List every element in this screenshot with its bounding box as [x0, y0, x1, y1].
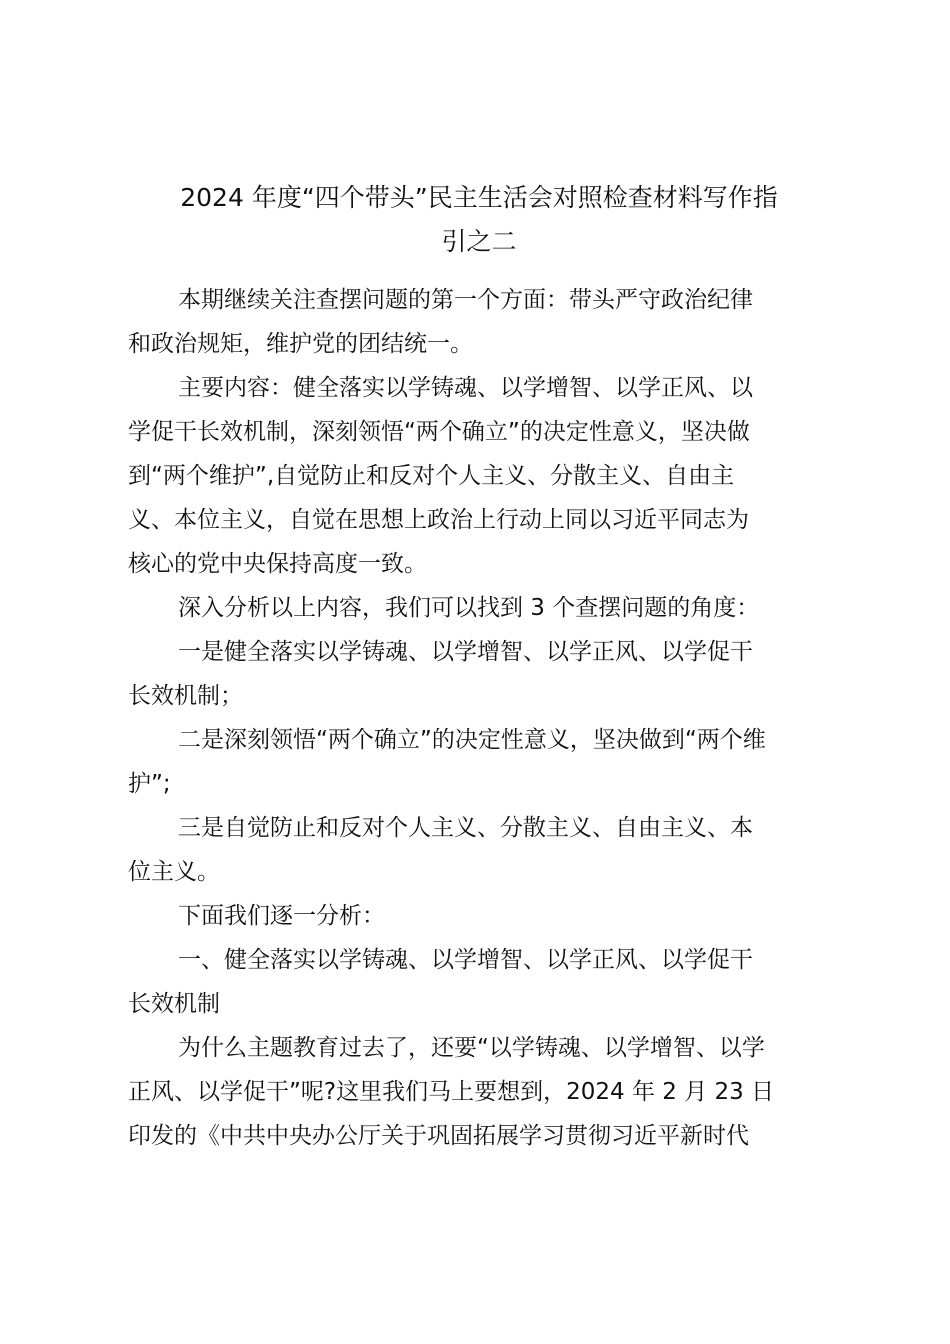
paragraph-line: 正风、以学促干”呢?这里我们马上要想到，2024 年 2 月 23 日 [128, 1079, 775, 1105]
paragraph-line: 下面我们逐一分析： [178, 903, 385, 929]
paragraph-line: 为什么主题教育过去了，还要“以学铸魂、以学增智、以学 [178, 1035, 765, 1061]
paragraph-line: 主要内容：健全落实以学铸魂、以学增智、以学正风、以 [178, 375, 753, 401]
paragraph-line: 印发的《中共中央办公厅关于巩固拓展学习贯彻习近平新时代 [128, 1123, 749, 1149]
paragraph-line: 长效机制 [128, 991, 220, 1017]
paragraph-line: 和政治规矩，维护党的团结统一。 [128, 331, 473, 357]
paragraph-line: 到“两个维护”,自觉防止和反对个人主义、分散主义、自由主 [128, 463, 735, 489]
paragraph-line: 三是自觉防止和反对个人主义、分散主义、自由主义、本 [178, 815, 753, 841]
title-line: 引之二 [441, 227, 517, 256]
paragraph-line: 本期继续关注查摆问题的第一个方面：带头严守政治纪律 [178, 287, 753, 313]
paragraph-line: 一、健全落实以学铸魂、以学增智、以学正风、以学促干 [178, 947, 753, 973]
paragraph-line: 二是深刻领悟“两个确立”的决定性意义，坚决做到“两个维 [178, 727, 766, 753]
paragraph-line: 一是健全落实以学铸魂、以学增智、以学正风、以学促干 [178, 639, 753, 665]
paragraph-line: 学促干长效机制，深刻领悟“两个确立”的决定性意义，坚决做 [128, 419, 750, 445]
paragraph-line: 护”; [128, 771, 171, 797]
document-body [128, 278, 830, 1158]
paragraph-line: 长效机制； [128, 683, 243, 709]
paragraph-line: 位主义。 [128, 859, 220, 885]
paragraph-line: 深入分析以上内容，我们可以找到 3 个查摆问题的角度： [178, 595, 760, 621]
document-title [128, 176, 830, 264]
paragraph-line: 核心的党中央保持高度一致。 [128, 551, 427, 577]
title-line: 2024 年度“四个带头”民主生活会对照检查材料写作指 [180, 183, 778, 212]
paragraph-line: 义、本位主义，自觉在思想上政治上行动上同以习近平同志为 [128, 507, 749, 533]
